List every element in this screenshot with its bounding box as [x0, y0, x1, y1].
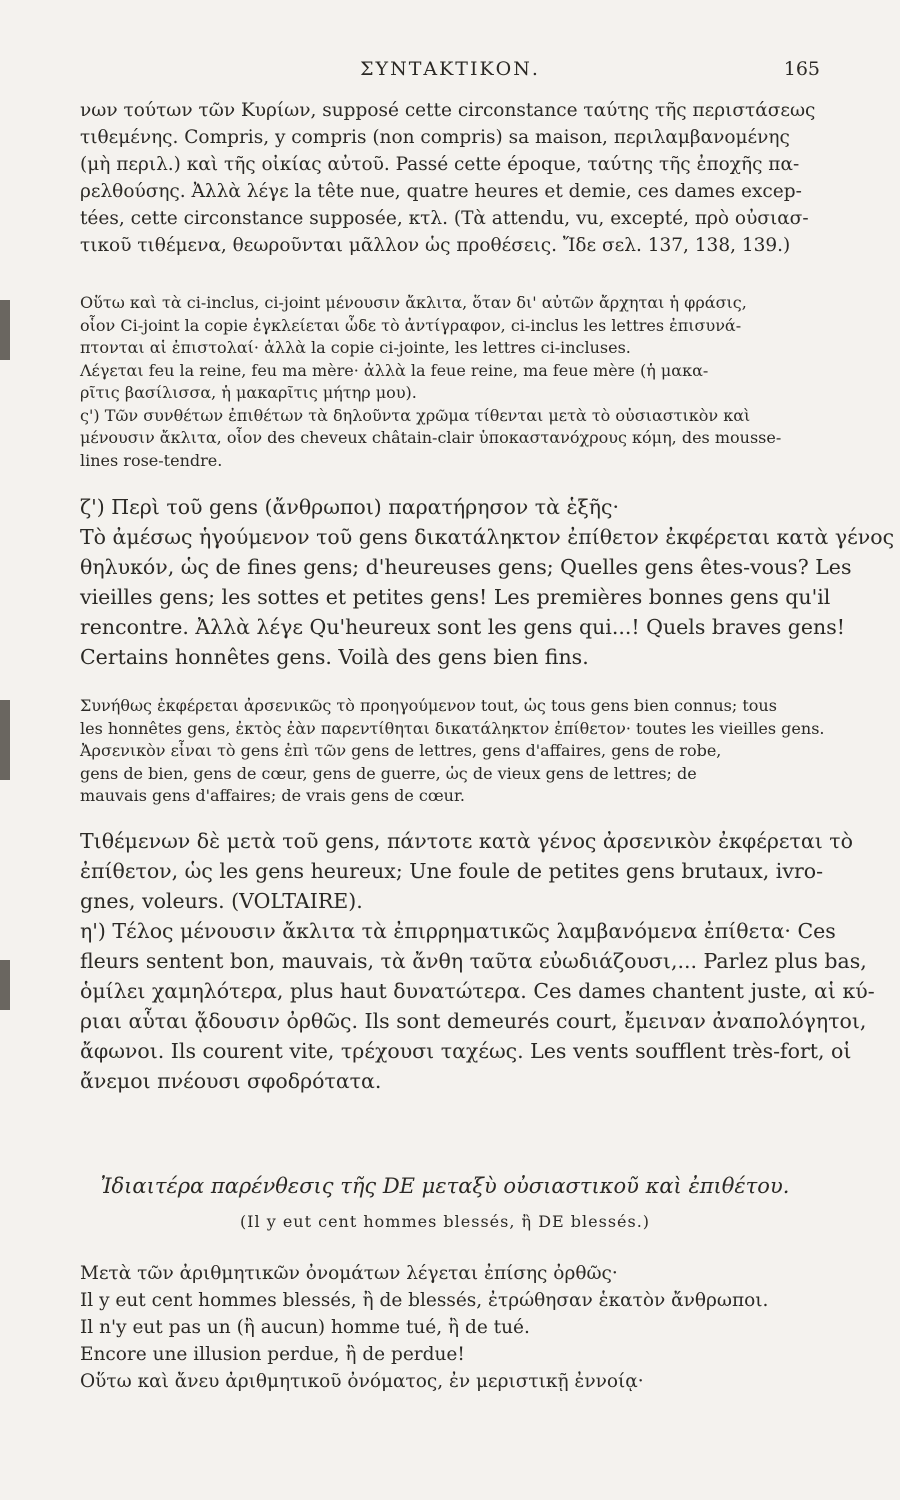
text-line: Συνήθως ἐκφέρεται ἀρσενικῶς τὸ προηγούμενον tout, ὡς tous gens bien connus; tous	[80, 696, 777, 715]
text-line: vieilles gens; les sottes et petites gens! Les premières bonnes gens qu'il	[80, 585, 831, 609]
text-line: Il n'y eut pas un (ἢ aucun) homme tué, ἢ de tué.	[80, 1317, 530, 1338]
text-line: θηλυκόν, ὡς de fines gens; d'heureuses gens; Quelles gens êtes-vous? Les	[80, 555, 852, 579]
text-line: Encore une illusion perdue, ἢ de perdue!	[80, 1344, 465, 1365]
text-line: mauvais gens d'affaires; de vrais gens de cœur.	[80, 786, 465, 805]
text-line: Τιθέμενων δὲ μετὰ τοῦ gens, πάντοτε κατὰ γένος ἀρσενικὸν ἐκφέρεται τὸ	[80, 829, 853, 853]
text-line: η') Τέλος μένουσιν ἄκλιτα τὰ ἐπιρρηματικῶς λαμβανόμενα ἐπίθετα· Ces	[80, 919, 836, 943]
text-line: Ἀρσενικὸν εἶναι τὸ gens ἐπὶ τῶν gens de lettres, gens d'affaires, gens de robe,	[80, 741, 722, 760]
text-line: ζ') Περὶ τοῦ gens (ἄνθρωποι) παρατήρησον τὰ ἑξῆς·	[80, 495, 620, 519]
text-line: ἄφωνοι. Ils courent vite, τρέχουσι ταχέως. Les vents soufflent très-fort, οἱ	[80, 1039, 852, 1063]
section-title: Ἰδιαιτέρα παρένθεσις τῆς DE μεταξὺ οὐσιαστικοῦ καὶ ἐπιθέτου.	[100, 1174, 790, 1198]
text-line: ριαι αὗται ᾄδουσιν ὀρθῶς. Ils sont demeurés court, ἔμειναν ἀναπολόγητοι,	[80, 1009, 867, 1033]
text-line: Τὸ ἀμέσως ἡγούμενον τοῦ gens δικατάληκτον ἐπίθετον ἐκφέρεται κατὰ γένος	[80, 525, 895, 549]
binding-edge	[0, 300, 10, 360]
text-line: gnes, voleurs. (VOLTAIRE).	[80, 889, 363, 913]
paragraph-examples	[80, 1260, 810, 1395]
text-line: τιθεμένης. Compris, y compris (non compris) sa maison, περιλαμβανομένης	[80, 127, 790, 148]
text-line: ς') Τῶν συνθέτων ἐπιθέτων τὰ δηλοῦντα χρῶμα τίθενται μετὰ τὸ οὐσιαστικὸν καὶ	[80, 405, 751, 425]
section-gens	[80, 492, 895, 672]
text-line: lines rose-tendre.	[80, 450, 223, 470]
text-line: νων τούτων τῶν Κυρίων, supposé cette circonstance ταύτης τῆς περιστάσεως	[80, 100, 816, 121]
text-line: οἷον Ci-joint la copie ἐγκλείεται ὧδε τὸ ἀντίγραφον, ci-inclus les lettres ἐπισυνά-	[80, 315, 742, 335]
running-title: ΣΥΝΤΑΚΤΙΚΟΝ.	[360, 58, 540, 80]
text-line: τικοῦ τιθέμενα, θεωροῦνται μᾶλλον ὡς προθέσεις. Ἴδε σελ. 137, 138, 139.)	[80, 235, 791, 256]
page-number: 165	[783, 58, 820, 80]
text-line: Οὕτω καὶ ἄνευ ἀριθμητικοῦ ὀνόματος, ἐν μεριστικῇ ἐννοίᾳ·	[80, 1371, 644, 1392]
text-line: Certains honnêtes gens. Voilà des gens bien fins.	[80, 645, 589, 669]
text-line: ρῖτις βασίλισσα, ἡ μακαρῖτις μήτηρ μου).	[80, 383, 417, 402]
text-line: ὁμίλει χαμηλότερα, plus haut δυνατώτερα. Ces dames chantent juste, αἱ κύ-	[80, 979, 875, 1003]
text-line: ρελθούσης. Ἀλλὰ λέγε la tête nue, quatre heures et demie, ces dames excep-	[80, 181, 802, 202]
text-line: ἄνεμοι πνέουσι σφοδρότατα.	[80, 1069, 382, 1093]
text-line: (μὴ περιλ.) καὶ τῆς οἰκίας αὐτοῦ. Passé cette époque, ταύτης τῆς ἐποχῆς πα-	[80, 154, 800, 175]
text-line: fleurs sentent bon, mauvais, τὰ ἄνθη ταῦτα εὐωδιάζουσι,... Parlez plus bas,	[80, 949, 867, 973]
text-line: πτονται αἱ ἐπιστολαί· ἀλλὰ la copie ci-jointe, les lettres ci-incluses.	[80, 338, 631, 357]
paragraph-continued	[80, 97, 816, 259]
note-gens	[80, 695, 825, 808]
page-header	[80, 58, 820, 88]
text-line: Μετὰ τῶν ἀριθμητικῶν ὀνομάτων λέγεται ἐπίσης ὀρθῶς·	[80, 1263, 618, 1284]
text-line: Οὕτω καὶ τὰ ci-inclus, ci-joint μένουσιν ἄκλιτα, ὅταν δι' αὐτῶν ἄρχηται ἡ φράσις,	[80, 293, 747, 312]
text-line: tées, cette circonstance supposée, κτλ. (Τὰ attendu, vu, excepté, πρὸ οὐσιασ-	[80, 208, 809, 229]
text-line: les honnêtes gens, ἐκτὸς ἐὰν παρεντίθηται δικατάληκτον ἐπίθετον· toutes les vieilles gens.	[80, 718, 825, 738]
section-example: (Il y eut cent hommes blessés, ἢ DE blessés.)	[239, 1212, 651, 1231]
text-line: rencontre. Ἀλλὰ λέγε Qu'heureux sont les gens qui...! Quels braves gens!	[80, 615, 845, 639]
note-ci-inclus	[80, 292, 810, 472]
text-line: ἐπίθετον, ὡς les gens heureux; Une foule de petites gens brutaux, ivro-	[80, 859, 824, 883]
text-line: μένουσιν ἄκλιτα, οἷον des cheveux châtain-clair ὑποκαστανόχρους κόμη, des mousse-	[80, 428, 782, 447]
paragraph-adverbs	[80, 826, 875, 1096]
text-line: Il y eut cent hommes blessés, ἢ de blessés, ἐτρώθησαν ἑκατὸν ἄνθρωποι.	[80, 1290, 769, 1311]
text-line: gens de bien, gens de cœur, gens de guerre, ὡς de vieux gens de lettres; de	[80, 763, 697, 783]
binding-edge	[0, 960, 10, 1010]
binding-edge	[0, 700, 10, 780]
text-line: Λέγεται feu la reine, feu ma mère· ἀλλὰ la feue reine, ma feue mère (ἡ μακα-	[80, 360, 709, 380]
